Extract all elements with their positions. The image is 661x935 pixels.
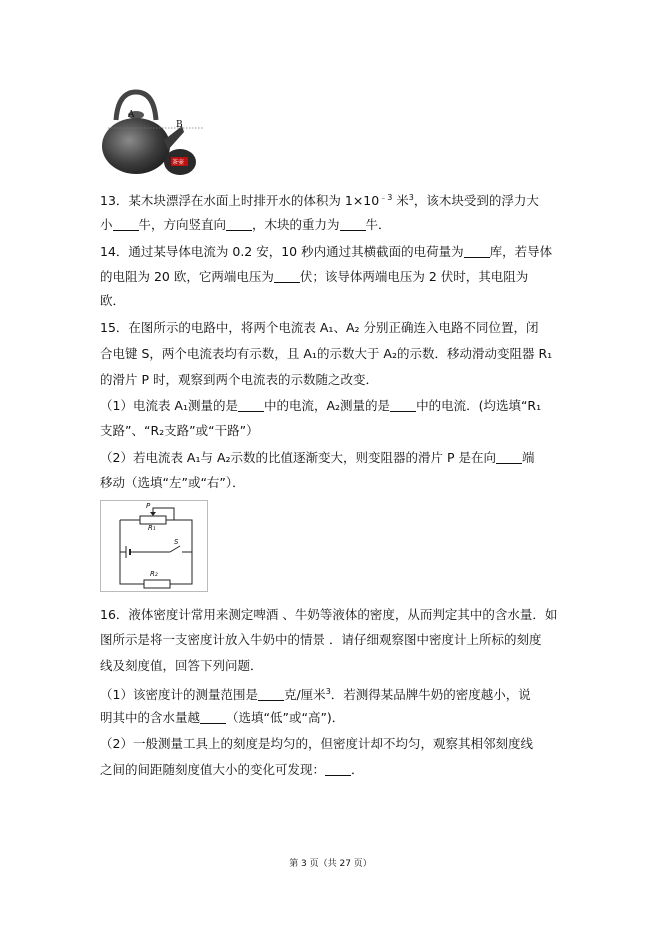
seal-text: 茶壶 (172, 159, 185, 166)
answer-blank[interactable] (258, 688, 284, 701)
q13-exp2: 3 (408, 193, 414, 202)
q16-sub1-text2a: 明其中的含水量越 (100, 710, 201, 725)
q15-sub1-c: 中的电流．(均选填“R₁ (416, 398, 542, 413)
q16-line3 (100, 658, 263, 674)
q16-text1: 16．液体密度计常用来测定啤酒 、牛奶等液体的密度，从而判定其中的含水量．如 (100, 607, 558, 622)
label-p: P (146, 502, 151, 510)
q16-sub2-line1 (100, 736, 533, 752)
q16-sub2-text2b: ． (351, 762, 364, 777)
answer-blank[interactable] (496, 451, 522, 464)
q14-text1b: 库，若导体 (489, 244, 553, 259)
answer-blank[interactable] (464, 245, 490, 258)
q16-sub1-c: ．若测得某品牌牛奶的密度越小，说 (330, 687, 531, 703)
q15-sub2-b: 端 (522, 450, 535, 465)
q16-text3: 线及刻度值，回答下列问题． (100, 658, 263, 673)
q15-sub1-line2 (100, 423, 259, 439)
q13-text2b: 牛，方向竖直向 (138, 217, 227, 232)
q15-sub2-line2 (100, 475, 245, 491)
q16-sub1-line2 (100, 710, 344, 726)
q16-sub2-line2 (100, 762, 364, 778)
answer-blank[interactable] (238, 399, 264, 412)
q16-sub1-a: （1）该密度计的测量范围是 (100, 687, 258, 703)
q15-sub2-line1 (100, 450, 535, 466)
q13-text1c: ，该木块受到的浮力大 (413, 193, 539, 209)
label-r1: R₁ (148, 524, 156, 532)
answer-blank[interactable] (200, 711, 226, 724)
q15-line3 (100, 372, 378, 388)
answer-blank[interactable] (113, 218, 139, 231)
q16-sub1-b: 克/厘米 (283, 687, 326, 703)
q15-sub1-text2: 支路”、“R₂支路”或“干路”） (100, 423, 259, 438)
q13-text1a: 13．某木块漂浮在水面上时排开水的体积为 1×10 (100, 193, 380, 209)
q13-exp: ﹣3 (379, 193, 393, 202)
page-footer: 第 3 页（共 27 页） (289, 859, 372, 869)
label-s: S (174, 538, 179, 546)
q16-sub2-text2a: 之间的间距随刻度值大小的变化可发现： (100, 762, 326, 777)
answer-blank[interactable] (340, 218, 366, 231)
label-b: B (176, 120, 183, 130)
answer-blank[interactable] (325, 763, 351, 776)
q15-line1 (100, 320, 538, 336)
q13-text2d: 牛． (365, 217, 391, 232)
q14-line3 (100, 293, 125, 309)
answer-blank[interactable] (390, 399, 416, 412)
q14-text3: 欧． (100, 293, 126, 308)
q15-line2 (100, 346, 552, 362)
q14-line2 (100, 269, 528, 285)
teapot-figure (98, 88, 208, 178)
q15-sub2-a: （2）若电流表 A₁与 A₂示数的比值逐渐变大，则变阻器的滑片 P 是在向 (100, 450, 497, 465)
q16-sub1-line1 (100, 684, 531, 703)
q13-line1 (100, 190, 539, 209)
q16-line1 (100, 607, 557, 623)
q14-text1a: 14．通过某导体电流为 0.2 安，10 秒内通过其横截面的电荷量为 (100, 244, 464, 259)
q14-text2a: 的电阻为 20 欧，它两端电压为 (100, 269, 274, 284)
q15-text2: 合电键 S，两个电流表均有示数，且 A₁的示数大于 A₂的示数．移动滑动变阻器 R₁ (100, 346, 553, 361)
circuit-diagram (100, 500, 208, 592)
q16-line2 (100, 632, 541, 648)
q13-line2 (100, 217, 391, 233)
q13-text2c: ，木块的重力为 (252, 217, 340, 232)
q16-sub2-text1: （2）一般测量工具上的刻度是均匀的，但密度计却不均匀，观察其相邻刻度线 (100, 736, 533, 751)
q14-line1 (100, 244, 552, 260)
q14-text2b: 伏；该导体两端电压为 2 伏时，其电阻为 (299, 269, 529, 284)
label-a: A (128, 110, 135, 120)
q16-sub1-text2b: （选填“低”或“高”)． (226, 710, 345, 725)
answer-blank[interactable] (274, 270, 300, 283)
q16-text2: 图所示是将一支密度计放入牛奶中的情景 ．请仔细观察图中密度计上所标的刻度 (100, 632, 542, 647)
q15-sub2-text2: 移动（选填“左”或“右”）． (100, 475, 245, 490)
q15-sub1-a: （1）电流表 A₁测量的是 (100, 398, 238, 413)
q13-text2a: 小 (100, 217, 113, 232)
q16-sub1-exp: 3 (325, 687, 331, 696)
q15-sub1-line1 (100, 398, 541, 414)
label-r2: R₂ (150, 570, 158, 578)
answer-blank[interactable] (226, 218, 252, 231)
q15-sub1-b: 中的电流，A₂测量的是 (264, 398, 391, 413)
q15-text1: 15．在图所示的电路中，将两个电流表 A₁、A₂ 分别正确连入电路不同位置，闭 (100, 320, 539, 335)
q15-text3: 的滑片 P 时，观察到两个电流表的示数随之改变． (100, 372, 378, 387)
q13-text1b: 米 (392, 193, 409, 209)
